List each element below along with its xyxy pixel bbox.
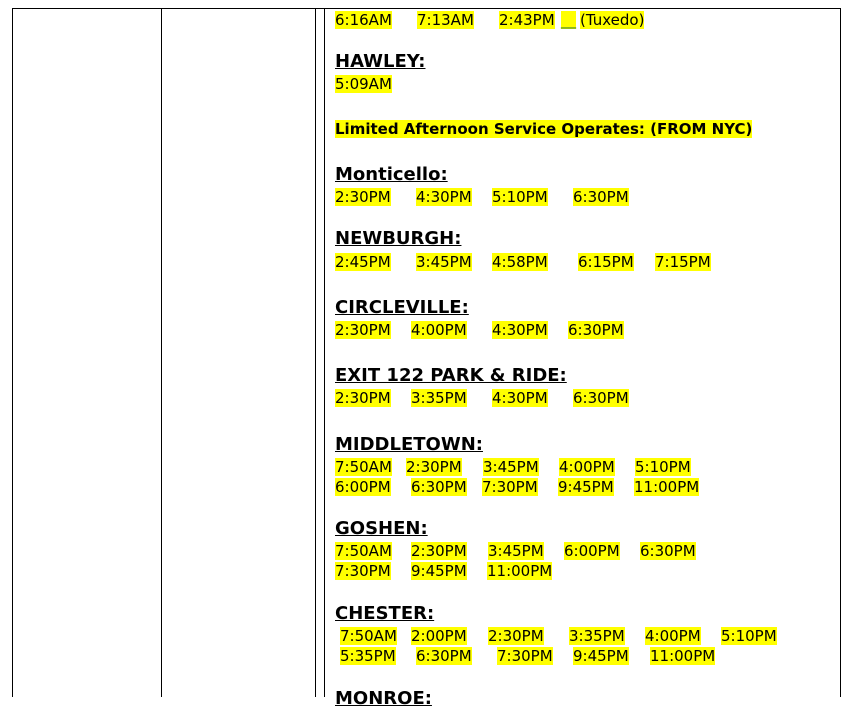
time-cell: 11:00PM (487, 562, 553, 580)
time-cell: 5:10PM (635, 458, 691, 476)
time-cell: 4:30PM (492, 389, 548, 407)
section-heading-exit-122: EXIT 122 PARK & RIDE: (335, 365, 567, 386)
time-cell: 5:10PM (492, 188, 548, 206)
table-border-top (12, 8, 841, 9)
limited-service-note: Limited Afternoon Service Operates: (FROM NYC) (335, 120, 753, 138)
time-cell: 4:00PM (645, 627, 701, 645)
blank-marker: __ (561, 11, 576, 29)
time-cell: 6:30PM (411, 478, 467, 496)
time-cell: 6:30PM (568, 321, 624, 339)
time-cell: 2:00PM (411, 627, 467, 645)
time-cell: 3:35PM (569, 627, 625, 645)
section-heading-monticello: Monticello: (335, 164, 448, 185)
table-col-line-3 (315, 8, 316, 697)
time-cell: 9:45PM (411, 562, 467, 580)
time-cell: 4:00PM (411, 321, 467, 339)
time-cell: 2:30PM (488, 627, 544, 645)
table-col-line-1 (12, 8, 13, 697)
time-cell: 6:30PM (573, 389, 629, 407)
time-cell: 7:50AM (335, 458, 392, 476)
time-cell: 7:15PM (655, 253, 711, 271)
section-heading-chester: CHESTER: (335, 603, 435, 624)
time-cell: 7:50AM (335, 542, 392, 560)
section-heading-newburgh: NEWBURGH: (335, 228, 462, 249)
time-cell: 6:00PM (564, 542, 620, 560)
time-cell: 6:16AM (335, 11, 392, 29)
time-cell: 7:30PM (482, 478, 538, 496)
section-heading-goshen: GOSHEN: (335, 518, 428, 539)
table-col-line-4 (324, 8, 325, 697)
time-cell: 2:43PM (499, 11, 555, 29)
time-cell: 11:00PM (634, 478, 700, 496)
time-cell: 5:10PM (721, 627, 777, 645)
time-cell: 5:35PM (340, 647, 396, 665)
time-cell: 2:30PM (335, 321, 391, 339)
time-cell: 4:00PM (559, 458, 615, 476)
time-cell: 2:30PM (335, 389, 391, 407)
time-cell: 7:50AM (340, 627, 397, 645)
time-cell: 6:30PM (640, 542, 696, 560)
time-cell: 7:13AM (417, 11, 474, 29)
table-col-line-2 (161, 8, 162, 697)
time-cell: 2:45PM (335, 253, 391, 271)
time-cell: 7:30PM (335, 562, 391, 580)
section-heading-monroe: MONROE: (335, 688, 432, 709)
time-cell: 2:30PM (335, 188, 391, 206)
time-cell: 9:45PM (558, 478, 614, 496)
time-cell: 6:30PM (573, 188, 629, 206)
location-note: (Tuxedo) (580, 11, 645, 29)
time-cell: 3:45PM (416, 253, 472, 271)
time-cell: 6:00PM (335, 478, 391, 496)
time-cell: 2:30PM (411, 542, 467, 560)
time-cell: 4:30PM (492, 321, 548, 339)
time-cell: 9:45PM (573, 647, 629, 665)
time-cell: 4:30PM (416, 188, 472, 206)
time-cell: 3:45PM (483, 458, 539, 476)
time-cell: 2:30PM (406, 458, 462, 476)
time-cell: 3:45PM (488, 542, 544, 560)
section-heading-circleville: CIRCLEVILLE: (335, 297, 469, 318)
section-heading-middletown: MIDDLETOWN: (335, 434, 483, 455)
time-cell: 3:35PM (411, 389, 467, 407)
time-cell: 5:09AM (335, 75, 392, 93)
time-cell: 11:00PM (650, 647, 716, 665)
table-col-line-5 (840, 8, 841, 697)
time-cell: 6:30PM (416, 647, 472, 665)
time-cell: 7:30PM (497, 647, 553, 665)
time-cell: 4:58PM (492, 253, 548, 271)
section-heading-hawley: HAWLEY: (335, 51, 426, 72)
time-cell: 6:15PM (578, 253, 634, 271)
